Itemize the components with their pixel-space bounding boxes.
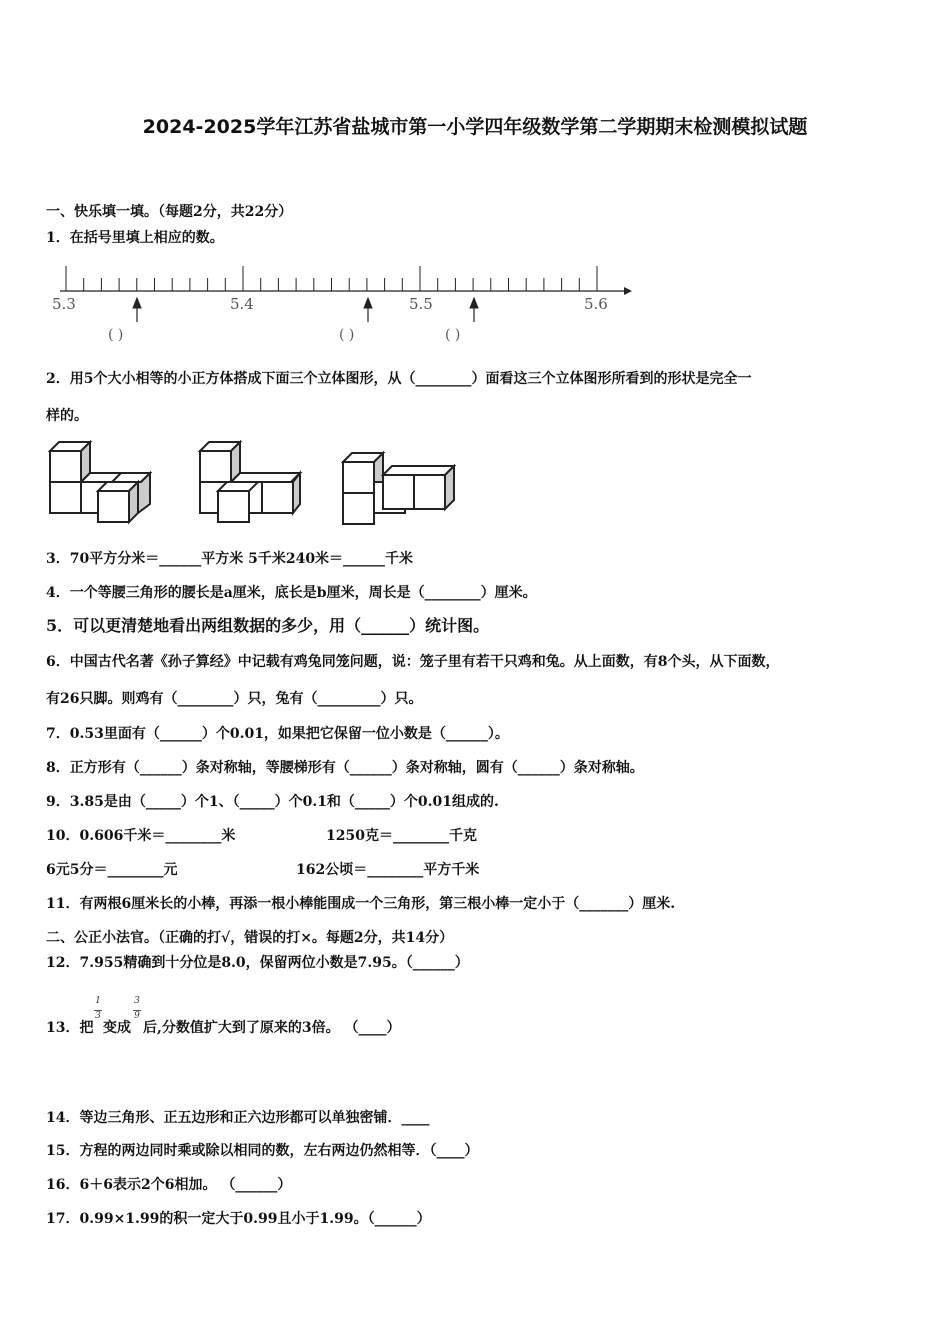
question-15: 15．方程的两边同时乘或除以相同的数，左右两边仍然相等．（____） xyxy=(46,1143,479,1159)
question-13-middle: 变成 xyxy=(103,1020,131,1036)
question-10-part-2: 1250克＝________千克 xyxy=(326,828,477,844)
answer-blank-1[interactable]: ( ) xyxy=(108,327,124,343)
question-10-part-1: 10．0.606千米＝________米 xyxy=(46,828,236,844)
question-2-line-1: 2．用5个大小相等的小正方体搭成下面三个立体图形，从（________）面看这三个立体图形所看到的形状是完全一 xyxy=(46,371,752,387)
tick-label-5-5: 5.5 xyxy=(409,295,433,313)
question-2-line-2: 样的。 xyxy=(46,408,88,424)
question-13-suffix: 后,分数值扩大到了原来的3倍。 （____） xyxy=(143,1020,401,1036)
question-10-part-4: 162公顷＝________平方千米 xyxy=(296,862,480,878)
question-13-prefix: 13．把 xyxy=(46,1020,94,1036)
question-17: 17．0.99×1.99的积一定大于0.99且小于1.99。（______） xyxy=(46,1211,431,1227)
question-10-part-3: 6元5分＝________元 xyxy=(46,862,178,878)
tick-label-5-6: 5.6 xyxy=(584,295,608,313)
cube-figure-2 xyxy=(198,440,303,525)
question-11: 11．有两根6厘米长的小棒，再添一根小棒能围成一个三角形，第三根小棒一定小于（_______）厘米. xyxy=(46,896,676,912)
answer-blank-2[interactable]: ( ) xyxy=(339,327,355,343)
question-16: 16．6＋6表示2个6相加。 （______） xyxy=(46,1177,292,1193)
cube-figure-1 xyxy=(48,440,153,525)
question-4: 4．一个等腰三角形的腰长是a厘米，底长是b厘米，周长是（________）厘米。 xyxy=(46,585,537,601)
question-8: 8．正方形有（______）条对称轴，等腰梯形有（______）条对称轴，圆有（______）条对称轴。 xyxy=(46,760,644,776)
page-title: 2024-2025学年江苏省盐城市第一小学四年级数学第二学期期末检测模拟试题 xyxy=(142,116,808,138)
tick-label-5-3: 5.3 xyxy=(52,295,76,313)
fraction-1-3: $\frac{1}{3}$ xyxy=(95,996,101,1021)
answer-blank-3[interactable]: ( ) xyxy=(445,327,461,343)
section-1-heading: 一、快乐填一填。（每题2分，共22分） xyxy=(46,204,293,220)
question-5: 5．可以更清楚地看出两组数据的多少，用（______）统计图。 xyxy=(46,616,490,635)
question-14: 14．等边三角形、正五边形和正六边形都可以单独密铺．____ xyxy=(46,1110,430,1126)
question-9: 9．3.85是由（_____）个1、（_____）个0.1和（_____）个0.01组成的. xyxy=(46,794,499,810)
question-6-line-1: 6．中国古代名著《孙子算经》中记载有鸡兔同笼问题，说：笼子里有若干只鸡和兔。从上面数，有8个头，从下面数， xyxy=(46,654,780,670)
cube-figure-3 xyxy=(341,440,456,525)
question-1: 1．在括号里填上相应的数。 xyxy=(46,230,224,246)
question-3: 3．70平方分米＝______平方米 5千米240米＝______千米 xyxy=(46,551,414,567)
question-6-line-2: 有26只脚。则鸡有（________）只，兔有（_________）只。 xyxy=(46,691,423,707)
question-12: 12．7.955精确到十分位是8.0，保留两位小数是7.95。（______） xyxy=(46,955,469,971)
fraction-3-9: $\frac{3}{9}$ xyxy=(134,996,140,1021)
question-7: 7．0.53里面有（______）个0.01，如果把它保留一位小数是（______）。 xyxy=(46,726,509,742)
tick-label-5-4: 5.4 xyxy=(230,295,254,313)
section-2-heading: 二、公正小法官。（正确的打√，错误的打×。每题2分，共14分） xyxy=(46,930,454,946)
